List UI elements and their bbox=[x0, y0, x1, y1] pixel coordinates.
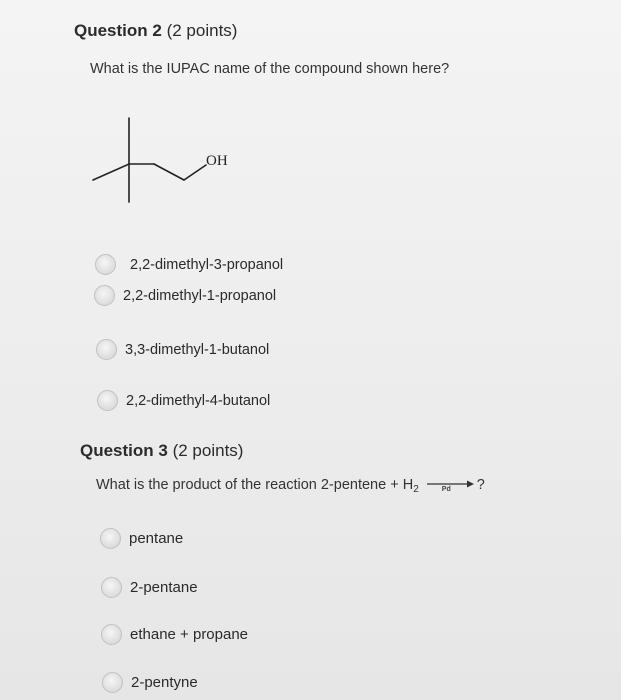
radio-button[interactable] bbox=[96, 339, 117, 360]
q2-option-3[interactable] bbox=[96, 339, 269, 360]
question-2-text: What is the IUPAC name of the compound shown here? bbox=[90, 61, 450, 77]
q3-option-3-label: ethane + propane bbox=[130, 626, 249, 643]
radio-button[interactable] bbox=[101, 624, 122, 645]
question-2-title: Question 2 (2 points) bbox=[74, 21, 238, 40]
q2-option-3-label: 3,3-dimethyl-1-butanol bbox=[125, 341, 270, 358]
q2-option-2-label: 2,2-dimethyl-1-propanol bbox=[123, 287, 277, 304]
q3-option-4-label: 2-pentyne bbox=[131, 674, 198, 691]
q3-option-3[interactable] bbox=[101, 624, 248, 645]
q2-option-4[interactable] bbox=[97, 390, 270, 411]
q2-option-2[interactable] bbox=[94, 285, 276, 306]
catalyst-label: Pd bbox=[441, 486, 451, 494]
radio-button[interactable] bbox=[97, 390, 118, 411]
radio-button[interactable] bbox=[100, 528, 121, 549]
question-3-text: What is the product of the reaction 2-pentene + $H_2$ Pd ? bbox=[96, 477, 485, 495]
question-3-title: Question 3 (2 points) bbox=[80, 441, 244, 460]
oh-label: OH bbox=[206, 153, 228, 169]
q3-option-2-label: 2-pentane bbox=[130, 579, 198, 596]
q2-option-1-label: 2,2-dimethyl-3-propanol bbox=[130, 256, 284, 273]
q3-option-1-label: pentane bbox=[129, 530, 184, 547]
neopentyl-alcohol-structure bbox=[88, 108, 248, 213]
radio-button[interactable] bbox=[95, 254, 116, 275]
q3-option-1[interactable] bbox=[100, 528, 183, 549]
q3-option-2[interactable] bbox=[101, 577, 198, 598]
q2-option-1[interactable] bbox=[95, 254, 283, 275]
q2-option-4-label: 2,2-dimethyl-4-butanol bbox=[126, 392, 271, 409]
radio-button[interactable] bbox=[101, 577, 122, 598]
radio-button[interactable] bbox=[94, 285, 115, 306]
structure-diagram bbox=[88, 108, 248, 213]
q3-option-4[interactable] bbox=[102, 672, 198, 693]
radio-button[interactable] bbox=[102, 672, 123, 693]
reaction-arrow bbox=[425, 478, 475, 492]
